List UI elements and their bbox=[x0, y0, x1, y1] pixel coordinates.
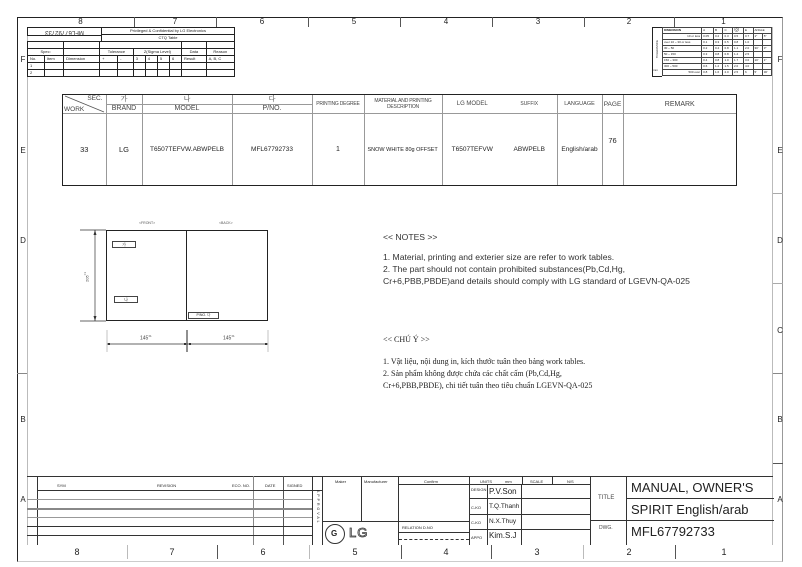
model-header: 나 MODEL bbox=[142, 95, 232, 114]
scale-label: SCALE bbox=[530, 479, 544, 484]
height-dimension-value: $205^{\pm 1}$ bbox=[83, 271, 90, 282]
cto-table bbox=[27, 41, 235, 77]
sec-work-header: SEC. WORK bbox=[63, 95, 106, 114]
front-label: <FRONT> bbox=[139, 221, 156, 225]
zone-right-c: C bbox=[777, 326, 783, 335]
tolerance-row: 150 ~ 300 0.4 0.8 1.0 1.7 3.0 10' 1° bbox=[663, 58, 772, 64]
notes-vietnamese bbox=[383, 334, 592, 392]
zone-bottom-1: 1 bbox=[721, 547, 727, 557]
notes-english bbox=[383, 231, 690, 287]
revision-table bbox=[27, 476, 312, 545]
confirm-block bbox=[399, 476, 469, 545]
zone-tick bbox=[17, 373, 27, 374]
name-check-2: N.X.Thuy bbox=[489, 518, 517, 525]
lg-logo-icon: G bbox=[325, 524, 345, 544]
role-check-1: C-KO bbox=[471, 505, 481, 510]
zone-left-a: A bbox=[20, 495, 26, 504]
zone-left-d: D bbox=[20, 236, 26, 245]
note-vn-line-3: Cr+6,PBB,PBDE), chi tiết tuân theo tiêu chuẩn LGEVN-QA-025 bbox=[383, 381, 593, 390]
role-design: DESIGN bbox=[471, 487, 487, 492]
pno-position-box: P/NO. 다 bbox=[188, 312, 219, 319]
rev-col-date: DATE bbox=[265, 483, 276, 488]
note-line-2: 2. The part should not contain prohibited substances(Pb,Cd,Hg, bbox=[383, 264, 626, 274]
zone-tick bbox=[773, 463, 783, 464]
name-design: P.V.Son bbox=[489, 487, 517, 496]
maker-block bbox=[322, 476, 399, 545]
remark-value bbox=[623, 114, 736, 186]
printing-degree-value: 1 bbox=[312, 114, 364, 186]
tolerance-row: 30 ~ 50 0.2 0.4 0.8 1.1 2.0 30' 3° bbox=[663, 46, 772, 52]
note-vn-line-2: 2. Sản phẩm không được chứa các chất cấm (Pb,Cd,Hg, bbox=[383, 369, 562, 378]
tolerance-row: 50 ~ 150 0.3 0.8 0.8 1.4 2.5 bbox=[663, 52, 772, 58]
rev-col-signed: SIGNED bbox=[287, 483, 303, 488]
work-number: 33 bbox=[63, 114, 106, 186]
lg-model-header: LG MODEL bbox=[442, 95, 502, 114]
name-check-1: T.Q.Thanh bbox=[489, 503, 520, 510]
zone-bottom-6: 6 bbox=[217, 545, 310, 559]
cto-col-result: Result bbox=[182, 56, 207, 63]
zone-tick bbox=[773, 373, 783, 374]
cto-row: 1 bbox=[28, 63, 235, 70]
title-line-2: SPIRIT English/arab bbox=[631, 502, 749, 517]
cto-confidential-header: Privileged & Confidential by LG Electronics bbox=[102, 28, 235, 35]
zone-left-b: B bbox=[20, 415, 26, 424]
zone-left-f: F bbox=[20, 55, 26, 64]
suffix-header: SUFFIX bbox=[502, 95, 557, 114]
cto-col-dimension: Dimension bbox=[64, 56, 100, 63]
fold-line bbox=[186, 231, 187, 320]
printing-degree-header: PRINTING DEGREE bbox=[312, 95, 364, 114]
work-table-row bbox=[63, 114, 736, 186]
zone-top-1: 1 bbox=[721, 17, 726, 26]
tolerance-row: 300 ~ 500 0.6 1.2 1.5 2.0 4.0 bbox=[663, 64, 772, 70]
zone-bottom-7: 7 bbox=[127, 545, 218, 559]
tolerance-side-label: TOLERANCE bbox=[655, 40, 659, 59]
tolerance-unit: mm bbox=[653, 68, 658, 72]
zone-bottom-2: 2 bbox=[583, 545, 676, 559]
zone-tick bbox=[773, 283, 783, 284]
relation-label: RELATION D.NO bbox=[402, 525, 433, 530]
title-dwg-block bbox=[590, 476, 773, 545]
width-dimension-line bbox=[104, 330, 272, 352]
cto-sigma-label: Z(Sigma Level) bbox=[133, 49, 181, 56]
tolerance-row: 10 or less 0.05 0.2 0.3 0.5 0.7 1° 5° bbox=[663, 34, 772, 40]
language-header: LANGUAGE bbox=[557, 95, 602, 114]
pno-value: MFL67792733 bbox=[232, 114, 312, 186]
cto-col-5: 5 bbox=[157, 56, 169, 63]
zone-right-f: F bbox=[777, 55, 783, 64]
zone-top-5: 5 bbox=[308, 17, 401, 27]
notes-vn-title: << CHÚ Ý >> bbox=[383, 335, 430, 344]
lg-model-value: T6507TEFVW bbox=[451, 146, 493, 153]
language-value: English/arab bbox=[557, 114, 602, 186]
lg-logo-text: LG bbox=[349, 525, 369, 540]
zone-right-b: B bbox=[777, 415, 783, 424]
approval-vertical-label: APPROVAL bbox=[316, 490, 320, 525]
width-left-dimension-value: $145^{\pm 1}$ bbox=[140, 334, 152, 342]
brand-value: LG bbox=[106, 114, 142, 186]
zone-top-8: 8 bbox=[27, 17, 135, 27]
units-value: mm bbox=[505, 479, 512, 484]
zone-top-4: 4 bbox=[400, 17, 493, 27]
cto-col-minus: - bbox=[118, 56, 134, 63]
zone-tick bbox=[773, 193, 783, 194]
cto-col-abc: A, B, C bbox=[206, 56, 234, 63]
tolerance-side-frame bbox=[652, 27, 662, 77]
brand-position-box: 가 bbox=[112, 241, 136, 248]
maker-label: Maker bbox=[335, 479, 347, 484]
note-line-1: 1. Material, printing and exterier size are refer to work tables. bbox=[383, 252, 615, 262]
tolerance-row: over 10 ~ 30 or less 0.1 0.3 0.5 0.8 1.0 bbox=[663, 40, 772, 46]
zone-bottom-5: 5 bbox=[309, 545, 402, 559]
back-label: <BACK> bbox=[219, 221, 233, 225]
scale-value: N/S bbox=[567, 479, 574, 484]
zone-top-3: 3 bbox=[492, 17, 585, 27]
notes-title: << NOTES >> bbox=[383, 232, 438, 242]
cto-col-3: 3 bbox=[133, 56, 145, 63]
title-line-1: MANUAL, OWNER'S bbox=[631, 480, 754, 495]
rotated-doc-number: MFL67792733 bbox=[27, 27, 102, 36]
work-table bbox=[62, 94, 737, 186]
rev-col-eco: ECO. NO. bbox=[232, 483, 251, 488]
tolerance-table: DIMENSION A B C ◎ E ANGLE 10 or less 0.05 0.2 0.3 0.5 0.7 1° 5° over 10 ~ 30 or less 0.1 0.3 0.5 0.8 1.0 30 ~ 50 0.2 0.4 0.8 1.1 2.0 30' 3° 50 ~ 150 0.3 0.8 0.8 1.4 2.5 150 ~ 300 0.4 0.8 1.0 1.7 3.0 10' 1° 300 ~ 500 0.6 1.2 1.5 2.0 4.0 500 over 0.8 1.6 2.0 2.5 6 5' 30' bbox=[662, 27, 772, 76]
page-header: PAGE bbox=[602, 95, 623, 114]
brand-header: 가 BRAND bbox=[106, 95, 142, 114]
cto-spec-label: Spec: bbox=[28, 49, 64, 56]
width-right-dimension-value: $145^{\pm 1}$ bbox=[223, 334, 235, 342]
units-label: UNITS bbox=[480, 479, 492, 484]
cto-col-no: No. bbox=[28, 56, 45, 63]
material-value: SNOW WHITE 80g OFFSET bbox=[364, 114, 442, 186]
tolerance-row: 500 over 0.8 1.6 2.0 2.5 6 5' 30' bbox=[663, 70, 772, 76]
signoff-block bbox=[469, 476, 590, 545]
cto-tolerance-label: Tolerance bbox=[100, 49, 134, 56]
rev-col-sym: SYM bbox=[57, 483, 66, 488]
model-value: T6507TEFVW.ABWPELB bbox=[142, 114, 232, 186]
dwg-number: MFL67792733 bbox=[631, 524, 715, 539]
suffix-value: ABWPELB bbox=[502, 114, 557, 186]
cto-col-plus: + bbox=[100, 56, 118, 63]
zone-right-a: A bbox=[777, 495, 783, 504]
manufacturer-label: Manufacturer bbox=[364, 479, 388, 484]
page-value: 76 bbox=[602, 114, 623, 186]
cto-title: CTQ Table bbox=[102, 35, 235, 42]
role-approve: APPO bbox=[471, 535, 483, 540]
zone-bottom-8: 8 bbox=[27, 545, 128, 559]
cto-col-4: 4 bbox=[145, 56, 157, 63]
note-line-3: Cr+6,PBB,PBDE)and details should comply with LG standard of LGEVN-QA-025 bbox=[383, 276, 690, 286]
zone-left-e: E bbox=[20, 146, 26, 155]
zone-top-6: 6 bbox=[216, 17, 309, 27]
cto-col-6: 6 bbox=[169, 56, 181, 63]
rev-col-revision: REVISION bbox=[157, 483, 177, 488]
remark-header: REMARK bbox=[623, 95, 736, 114]
zone-bottom-3: 3 bbox=[491, 545, 584, 559]
cto-col-item: Item bbox=[44, 56, 63, 63]
cto-header-table bbox=[101, 27, 235, 42]
zone-right-e: E bbox=[777, 146, 783, 155]
pno-header: 다 P/NO. bbox=[232, 95, 312, 114]
cto-row: 2 bbox=[28, 70, 235, 77]
booklet-outline bbox=[106, 230, 268, 321]
note-vn-line-1: 1. Vật liệu, nội dung in, kích thước tuân theo bảng work tables. bbox=[383, 357, 586, 366]
zone-top-2: 2 bbox=[584, 17, 675, 27]
zone-top-7: 7 bbox=[134, 17, 217, 27]
title-label: TITLE bbox=[598, 495, 615, 501]
cto-data-label: Data bbox=[182, 49, 207, 56]
confirm-label: Confirm bbox=[424, 479, 439, 484]
zone-right-d: D bbox=[777, 236, 783, 245]
zone-bottom-4: 4 bbox=[401, 545, 492, 559]
cto-reason-label: Reason bbox=[206, 49, 234, 56]
role-check-2: C-KO bbox=[471, 520, 481, 525]
material-header: MATERIAL AND PRINTING DESCRIPTION bbox=[364, 95, 442, 114]
name-approve: Kim.S.J bbox=[489, 531, 517, 540]
dwg-label: DWG. bbox=[599, 525, 613, 531]
model-position-box: 나 bbox=[114, 296, 138, 303]
